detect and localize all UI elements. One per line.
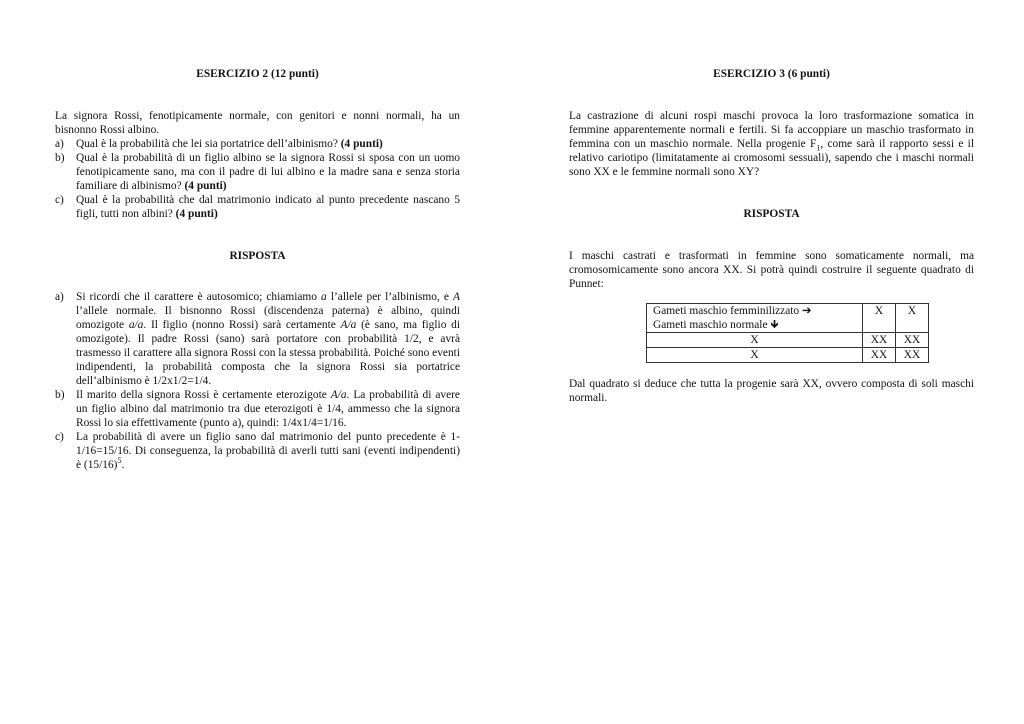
exercise-2-intro: La signora Rossi, fenotipicamente normale, con genitori e nonni normali, ha un bisnonno Rossi albino. xyxy=(55,110,460,136)
question-marker: a) xyxy=(55,138,64,150)
exercise-3-question xyxy=(569,109,974,179)
exponent: 5 xyxy=(117,456,122,466)
exercise-3-conclusion xyxy=(569,377,974,405)
exercise-2-answer-list xyxy=(55,290,460,472)
exercise-2-question-list xyxy=(55,137,460,221)
answer-text: l’allele per l’albinismo, e xyxy=(326,291,454,303)
row-gamete: X xyxy=(647,348,863,363)
exercise-2-question-c xyxy=(55,193,460,221)
allele-symbol: A xyxy=(453,291,460,303)
table-row xyxy=(647,333,929,348)
generation-subscript: 1 xyxy=(816,143,821,153)
answer-marker: c) xyxy=(55,431,64,443)
punnett-header-row xyxy=(647,304,929,333)
question-points: (4 punti) xyxy=(184,180,227,192)
genotype-cell: XX xyxy=(896,348,929,363)
exercise-2-answer-title: RISPOSTA xyxy=(229,250,286,262)
table-row xyxy=(647,348,929,363)
question-text: Qual è la probabilità che dal matrimonio indicato al punto precedente nascano 5 figli, tutti non albini? xyxy=(76,194,460,220)
answer-marker: b) xyxy=(55,389,65,401)
question-text: Qual è la probabilità che lei sia portatrice dell’albinismo? xyxy=(76,138,341,150)
answer-text: . Il figlio (nonno Rossi) sarà certamente xyxy=(143,319,341,331)
question-points: (4 punti) xyxy=(175,208,218,220)
question-text: , come sarà il rapporto sessi e il relativo cariotipo (limitatamente ai cromosomi sessuali), sapendo che i maschi normali sono XX e le femmine normali sono XY? xyxy=(569,138,974,178)
header-line-normal-gametes: Gameti maschio normale 🡻 xyxy=(653,319,779,331)
question-marker: b) xyxy=(55,152,65,164)
exercise-3-answer-intro xyxy=(569,249,974,291)
answer-text: Il marito della signora Rossi è certamente eterozigote xyxy=(76,389,331,401)
answer-marker: a) xyxy=(55,291,64,303)
answer-text: l’allele normale. Il bisnonno Rossi (discendenza paterna) è albino, quindi omozigote xyxy=(76,305,460,331)
exercise-2-answer-a xyxy=(55,290,460,388)
allele-symbol: a xyxy=(321,291,327,303)
answer-text: (è sano, ma figlio di omozigote). Il padre Rossi (sano) sarà portatore con probabilità 1/2, e avrà trasmesso il carattere alla signora Rossi con la stessa probabilità. Poiché sono eventi indipendenti, la probabilità composta che la signora Rossi sia portatrice dell’albinismo è 1/2x1/2=1/4. xyxy=(76,319,460,387)
exercise-3-question-text xyxy=(569,109,974,179)
exercise-2-answer-b xyxy=(55,388,460,430)
row-gamete: X xyxy=(647,333,863,348)
genotype: A/a xyxy=(330,389,347,401)
answer-text: Si ricordi che il carattere è autosomico; chiamiamo xyxy=(76,291,322,303)
column-gamete: X xyxy=(863,304,896,333)
question-text: La castrazione di alcuni rospi maschi provoca la loro trasformazione somatica in femmine apparentemente normali e fertili. Si fa accoppiare un maschio trasformato in femmina con un maschio normale. Nella progenie F xyxy=(569,110,974,150)
genotype-cell: XX xyxy=(896,333,929,348)
question-text: Qual è la probabilità di un figlio albino se la signora Rossi si sposa con un uomo fenotipicamente sano, ma con il padre di lui albino e la madre sana e senza storia familiare di albinismo? xyxy=(76,152,460,192)
answer-text: . La probabilità di avere un figlio albino dal matrimonio tra due eterozigoti è 1/4, ammesso che la signora Rossi lo sia effettivamente (punto a), quindi: 1/4x1/4=1/16. xyxy=(76,389,460,429)
column-gamete: X xyxy=(896,304,929,333)
exercise-2-answer-block xyxy=(55,290,460,472)
genotype-cell: XX xyxy=(863,333,896,348)
genotype-cell: XX xyxy=(863,348,896,363)
exercise-2-title: ESERCIZIO 2 (12 punti) xyxy=(196,68,319,80)
exercise-2-question-a xyxy=(55,137,460,151)
exercise-2-question-block xyxy=(55,109,460,221)
answer-text: . xyxy=(121,459,125,471)
exercise-2-question-b xyxy=(55,151,460,193)
punnett-square-table xyxy=(646,303,929,363)
exercise-3-answer-title: RISPOSTA xyxy=(743,208,800,220)
question-points: (4 punti) xyxy=(340,138,383,150)
exercise-3-title: ESERCIZIO 3 (6 punti) xyxy=(713,68,830,80)
answer-text: La probabilità di avere un figlio sano dal matrimonio del punto precedente è 1-1/16=15/16. Di conseguenza, la probabilità di averli tutti sani (eventi indipendenti) è (15/16) xyxy=(76,431,460,471)
header-line-feminized-gametes: Gameti maschio femminilizzato ➔ xyxy=(653,305,812,317)
genotype: A/a xyxy=(340,319,357,331)
conclusion-text: Dal quadrato si deduce che tutta la progenie sarà XX, ovvero composta di soli maschi normali. xyxy=(569,378,974,404)
genotype: a/a xyxy=(128,319,144,331)
exercise-2-answer-c xyxy=(55,430,460,472)
punnett-header-cell xyxy=(647,304,863,333)
answer-intro-text: I maschi castrati e trasformati in femmine sono somaticamente normali, ma cromosomicamente sono ancora XX. Si potrà quindi costruire il seguente quadrato di Punnet: xyxy=(569,250,974,290)
question-marker: c) xyxy=(55,194,64,206)
